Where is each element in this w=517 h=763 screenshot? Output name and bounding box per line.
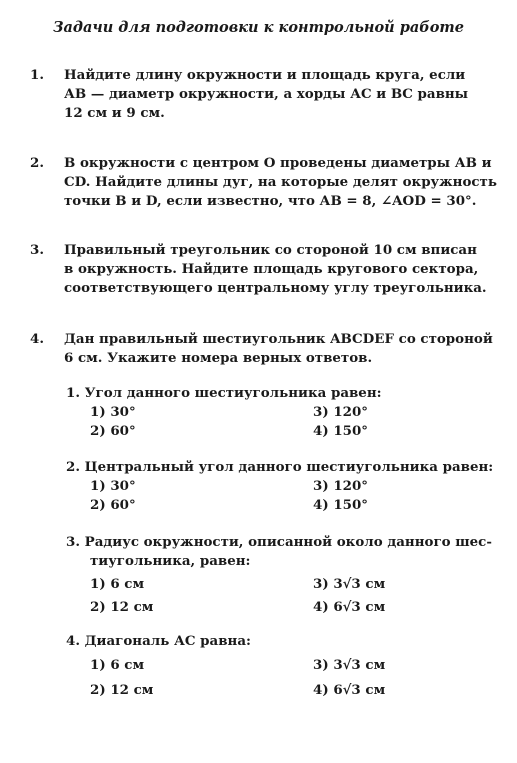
- task-line: В окружности с центром О проведены диаметры АВ и: [64, 155, 492, 171]
- task-line: CD. Найдите длины дуг, на которые делят окружность: [64, 174, 497, 190]
- answer-option: 2) 12 см: [90, 682, 154, 698]
- task-line: точки В и D, если известно, что АВ = 8, ∠AOD = 30°.: [64, 193, 477, 209]
- subquestion-text: 4. Диагональ АС равна:: [66, 633, 251, 649]
- task-text: [64, 241, 498, 298]
- answer-option: 4) 6√3 см: [313, 599, 386, 615]
- task-line: 12 см и 9 см.: [64, 105, 165, 121]
- task-line: Найдите длину окружности и площадь круга, если: [64, 67, 466, 83]
- answer-option: 4) 6√3 см: [313, 682, 386, 698]
- task-text: [64, 154, 498, 211]
- subquestion-text: 3. Радиус окружности, описанной около данного шес-: [66, 534, 492, 550]
- task-text: [64, 330, 498, 368]
- task-line: Дан правильный шестиугольник ABCDEF со стороной: [64, 331, 493, 347]
- task-line: АВ — диаметр окружности, а хорды АС и ВС равны: [64, 86, 469, 102]
- subquestion-text: 1. Угол данного шестиугольника равен:: [66, 385, 382, 401]
- answer-option: 1) 6 см: [90, 576, 145, 592]
- answer-option: 2) 60°: [90, 423, 136, 439]
- task-line: Правильный треугольник со стороной 10 см вписан: [64, 242, 477, 258]
- task-number: 1.: [30, 67, 44, 83]
- task-number: 2.: [30, 155, 44, 171]
- answer-option: 1) 6 см: [90, 657, 145, 673]
- subquestion-3: [66, 533, 506, 617]
- task-4: [30, 330, 498, 368]
- task-line: в окружность. Найдите площадь кругового сектора,: [64, 261, 479, 277]
- task-number: 3.: [30, 242, 44, 258]
- answer-option: 3) 120°: [313, 478, 368, 494]
- answer-option: 3) 3√3 см: [313, 576, 386, 592]
- answer-option: 2) 12 см: [90, 599, 154, 615]
- task-text: [64, 66, 498, 123]
- answer-option: 1) 30°: [90, 404, 136, 420]
- task-number: 4.: [30, 331, 44, 347]
- subquestion-text-continued: тиугольника, равен:: [90, 553, 251, 569]
- subquestion-2: [66, 458, 506, 515]
- answer-option: 3) 120°: [313, 404, 368, 420]
- task-3: [30, 241, 498, 298]
- task-line: 6 см. Укажите номера верных ответов.: [64, 350, 373, 366]
- subquestion-1: [66, 384, 506, 441]
- answer-option: 4) 150°: [313, 423, 368, 439]
- answer-option: 2) 60°: [90, 497, 136, 513]
- task-1: [30, 66, 498, 123]
- subquestion-4: [66, 632, 506, 700]
- subquestion-text: 2. Центральный угол данного шестиугольника равен:: [66, 459, 494, 475]
- page-title: Задачи для подготовки к контрольной работе: [53, 19, 464, 36]
- task-2: [30, 154, 498, 211]
- answer-option: 3) 3√3 см: [313, 657, 386, 673]
- task-line: соответствующего центральному углу треугольника.: [64, 280, 487, 296]
- answer-option: 1) 30°: [90, 478, 136, 494]
- answer-option: 4) 150°: [313, 497, 368, 513]
